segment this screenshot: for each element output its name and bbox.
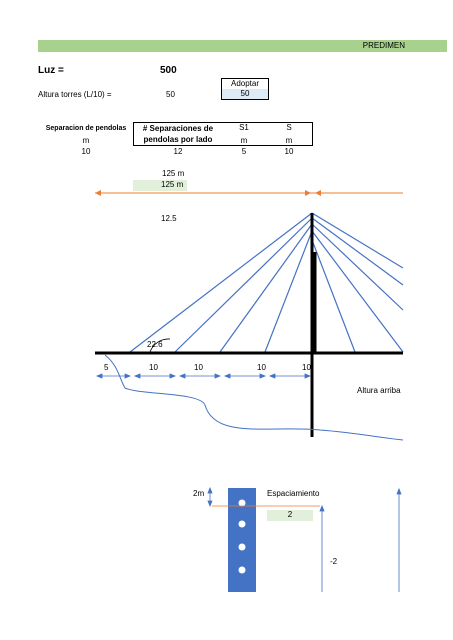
espaciamiento-value: 2 xyxy=(267,510,313,521)
table-col3-value: 5 xyxy=(241,147,247,156)
altura-torres-label: Altura torres (L/10) = xyxy=(38,90,112,99)
span-dimension-arrows xyxy=(97,374,310,378)
adoptar-value: 50 xyxy=(221,89,269,100)
dim-label-3: 10 xyxy=(194,363,203,372)
table-col1-unit: m xyxy=(82,136,90,145)
spacing-marker-arrow xyxy=(208,488,212,506)
dim-label-1: 5 xyxy=(104,363,109,372)
table-col4-header: S xyxy=(286,123,292,132)
altura-torres-value: 50 xyxy=(166,90,175,99)
tower-height-label: 12.5 xyxy=(161,214,177,223)
altura-arriba-label: Altura arriba xyxy=(357,386,401,395)
dim-label-4: 10 xyxy=(257,363,266,372)
dim-label-5: 10 xyxy=(302,363,311,372)
banner-title: PREDIMEN xyxy=(362,41,405,50)
dim-label-2: 10 xyxy=(149,363,158,372)
table-col3-unit: m xyxy=(240,136,248,145)
table-col2-header-line1: # Separaciones de xyxy=(142,124,214,133)
table-col1-value: 10 xyxy=(81,147,91,156)
table-col4-value: 10 xyxy=(284,147,294,156)
table-col2-value: 12 xyxy=(173,147,183,156)
table-col4-unit: m xyxy=(285,136,293,145)
luz-label: Luz = xyxy=(38,65,64,76)
spacing-marker-label: 2m xyxy=(193,489,205,498)
angle-label: 22.6 xyxy=(147,340,163,349)
table-col2-header-line2: pendolas por lado xyxy=(143,135,213,144)
half-span-line1: 125 m xyxy=(162,169,185,178)
table-col3-header: S1 xyxy=(239,123,249,132)
adoptar-label: Adoptar xyxy=(221,78,269,89)
half-span-dimension-line xyxy=(95,190,403,196)
negative-label: -2 xyxy=(330,557,338,566)
stay-cables xyxy=(130,213,403,352)
right-vertical-arrows xyxy=(320,489,401,592)
luz-value: 500 xyxy=(160,65,177,76)
table-col1-header: Separacion de pendolas xyxy=(45,125,127,132)
espaciamiento-label: Espaciamiento xyxy=(267,489,320,498)
half-span-line2: 125 m xyxy=(133,180,187,191)
